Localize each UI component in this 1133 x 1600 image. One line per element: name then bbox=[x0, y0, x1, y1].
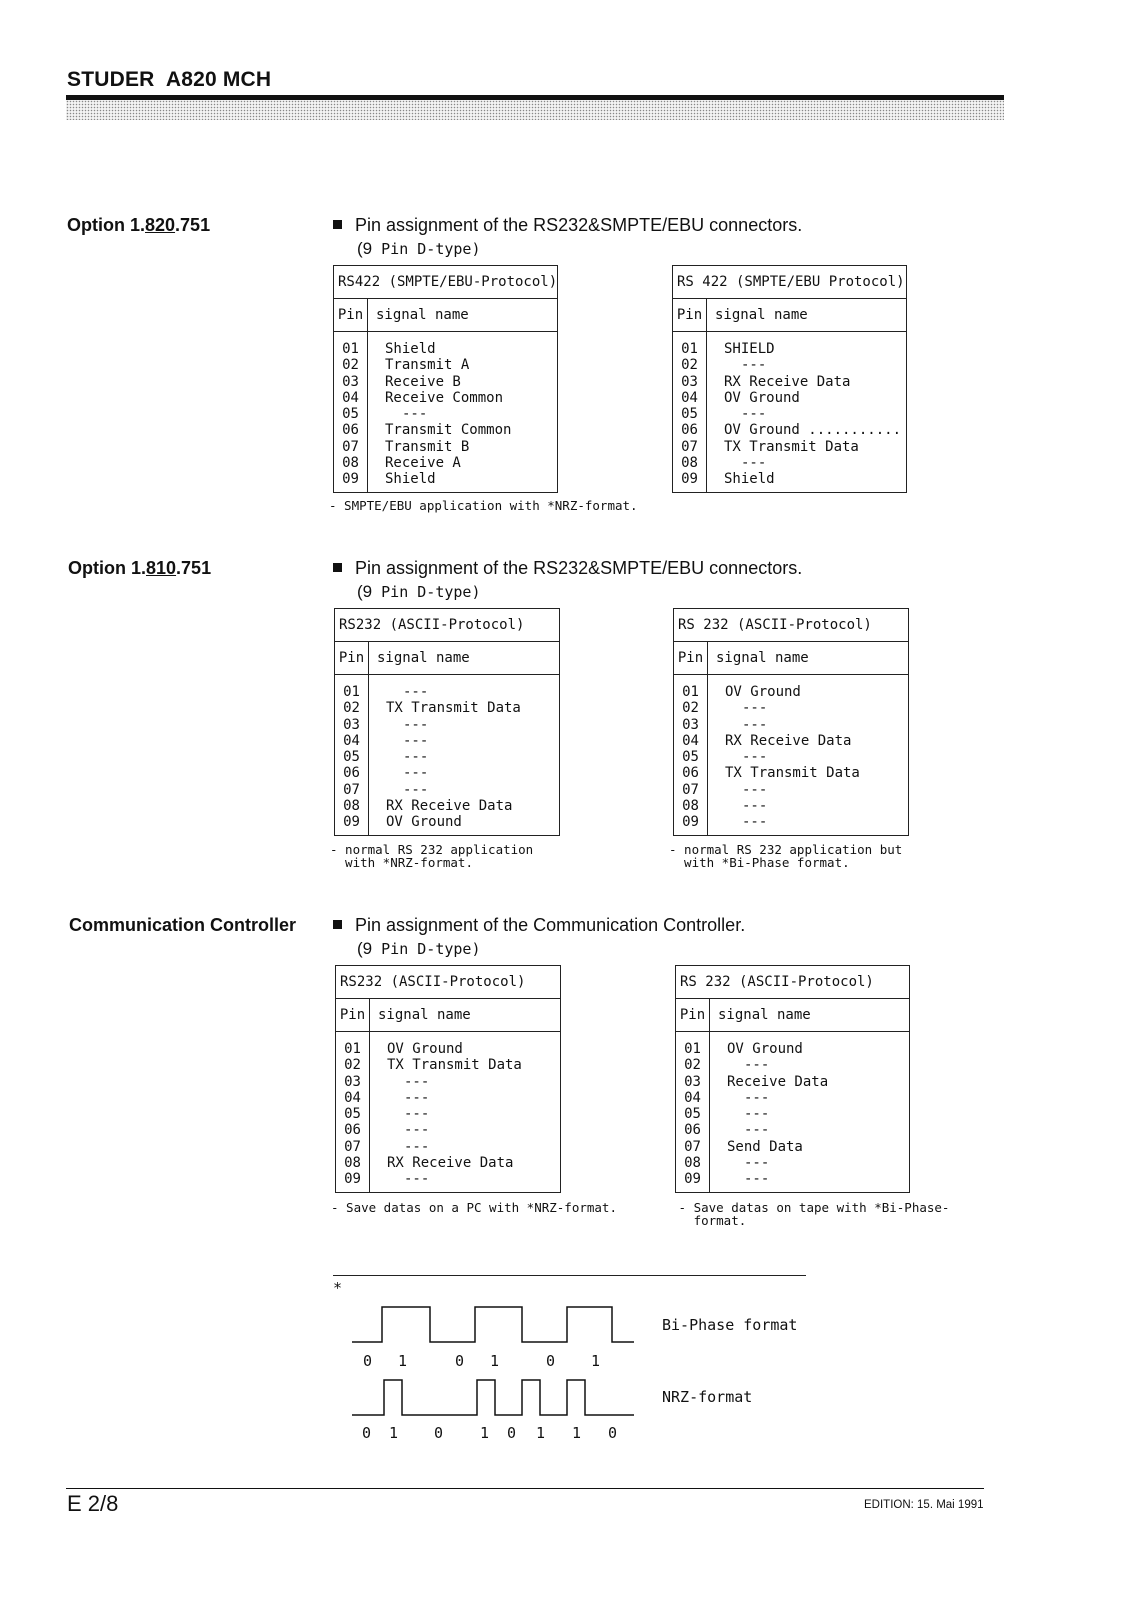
column-header-pin: Pin bbox=[334, 299, 368, 331]
connector-type-text: Pin D-type) bbox=[372, 940, 481, 958]
pin-number: 01 bbox=[342, 341, 359, 357]
pin-number: 06 bbox=[684, 1122, 701, 1139]
signal-name: --- bbox=[744, 1057, 770, 1074]
pin-number: 04 bbox=[684, 1089, 701, 1106]
bullet-icon bbox=[333, 563, 342, 572]
footer-rule bbox=[66, 1488, 984, 1489]
signal-name: TX Transmit Data bbox=[386, 700, 521, 717]
section-heading bbox=[333, 915, 745, 936]
pin-number: 05 bbox=[343, 749, 360, 766]
option-label bbox=[68, 558, 211, 579]
pin-number: 04 bbox=[342, 389, 359, 406]
signal-column bbox=[369, 675, 521, 835]
nrz-bit: 0 bbox=[362, 1424, 372, 1442]
nrz-bit: 0 bbox=[608, 1424, 618, 1442]
signal-name: --- bbox=[403, 749, 429, 766]
table-note: - Save datas on tape with *Bi-Phase- format. bbox=[678, 1200, 950, 1228]
pin-table bbox=[675, 965, 910, 1193]
footnote-star: * bbox=[333, 1279, 343, 1297]
pin-table bbox=[672, 265, 907, 493]
pin-number: 09 bbox=[343, 814, 360, 831]
column-header-signal: signal name bbox=[378, 1007, 471, 1023]
pin-number: 02 bbox=[344, 1057, 361, 1074]
option-underlined: 810 bbox=[146, 558, 177, 578]
connector-type bbox=[357, 939, 481, 959]
column-header-pin: Pin bbox=[335, 642, 369, 674]
pin-number: 03 bbox=[681, 373, 698, 390]
pin-column bbox=[334, 332, 368, 492]
signal-name: Shield bbox=[385, 471, 436, 488]
pin-number: 06 bbox=[682, 765, 699, 782]
table-body bbox=[334, 332, 557, 492]
nrz-bit: 1 bbox=[389, 1424, 399, 1442]
signal-name: RX Receive Data bbox=[387, 1155, 514, 1172]
column-header-pin: Pin bbox=[676, 999, 710, 1031]
pin-table bbox=[335, 965, 561, 1193]
table-note: - SMPTE/EBU application with *NRZ-format. bbox=[329, 498, 638, 513]
connector-type bbox=[357, 239, 481, 259]
pin-number: 06 bbox=[342, 422, 359, 439]
signal-name: --- bbox=[742, 814, 768, 831]
signal-name: OV Ground bbox=[727, 1041, 803, 1057]
table-caption: RS422 (SMPTE/EBU-Protocol) bbox=[334, 266, 557, 299]
table-note: - normal RS 232 application with *NRZ-format. bbox=[330, 842, 534, 870]
pin-number: 05 bbox=[344, 1106, 361, 1123]
signal-name: --- bbox=[744, 1171, 770, 1188]
signal-name: TX Transmit Data bbox=[387, 1057, 522, 1074]
pin-number: 03 bbox=[684, 1073, 701, 1090]
section-heading bbox=[333, 558, 802, 579]
pin-number: 01 bbox=[343, 684, 360, 700]
pin-number: 01 bbox=[344, 1041, 361, 1057]
signal-name: Transmit B bbox=[385, 438, 470, 455]
option-label bbox=[67, 215, 210, 236]
connector-type-prefix: (9 bbox=[357, 939, 373, 958]
pin-number: 05 bbox=[342, 406, 359, 423]
signal-name: --- bbox=[741, 455, 767, 472]
option-prefix: Communication Controller bbox=[69, 915, 297, 935]
column-header-pin: Pin bbox=[673, 299, 707, 331]
header-screen-band bbox=[66, 100, 1004, 120]
heading-text: Pin assignment of the RS232&SMPTE/EBU connectors. bbox=[355, 215, 803, 235]
table-caption: RS232 (ASCII-Protocol) bbox=[335, 609, 559, 642]
pin-number: 05 bbox=[682, 749, 699, 766]
table-header-row bbox=[334, 299, 557, 332]
signal-name: Receive A bbox=[385, 455, 461, 472]
signal-name: OV Ground bbox=[725, 684, 801, 700]
nrz-label: NRZ-format bbox=[662, 1388, 753, 1406]
nrz-bit: 0 bbox=[434, 1424, 444, 1442]
signal-name: TX Transmit Data bbox=[724, 438, 859, 455]
signal-column bbox=[707, 332, 901, 492]
connector-type-text: Pin D-type) bbox=[372, 240, 481, 258]
signal-name: Shield bbox=[724, 471, 775, 488]
pin-number: 04 bbox=[681, 389, 698, 406]
table-caption: RS 232 (ASCII-Protocol) bbox=[674, 609, 908, 642]
table-header-row bbox=[676, 999, 909, 1032]
pin-number: 08 bbox=[342, 455, 359, 472]
table-header-row bbox=[674, 642, 908, 675]
bullet-icon bbox=[333, 920, 342, 929]
pin-number: 05 bbox=[684, 1106, 701, 1123]
table-header-row bbox=[335, 642, 559, 675]
signal-name: RX Receive Data bbox=[725, 732, 852, 749]
bullet-icon bbox=[333, 220, 342, 229]
biphase-label: Bi-Phase format bbox=[662, 1316, 798, 1334]
column-header-pin: Pin bbox=[674, 642, 708, 674]
signal-name: OV Ground ........... bbox=[724, 422, 902, 439]
signal-name: --- bbox=[742, 700, 768, 717]
section-heading bbox=[333, 215, 802, 236]
signal-name: OV Ground bbox=[724, 389, 800, 406]
option-underlined: 820 bbox=[145, 215, 176, 235]
option-prefix: Option 1. bbox=[67, 215, 145, 235]
table-header-row bbox=[673, 299, 906, 332]
pin-number: 08 bbox=[681, 455, 698, 472]
pin-number: 02 bbox=[343, 700, 360, 717]
pin-number: 08 bbox=[682, 798, 699, 815]
connector-type bbox=[357, 582, 481, 602]
pin-number: 02 bbox=[682, 700, 699, 717]
signal-name: Transmit A bbox=[385, 357, 470, 374]
table-note: - normal RS 232 application but with *Bi-Phase format. bbox=[669, 842, 903, 870]
table-body bbox=[674, 675, 908, 835]
pin-column bbox=[336, 1032, 370, 1192]
signal-name: --- bbox=[404, 1122, 430, 1139]
page-number: E 2/8 bbox=[67, 1491, 119, 1516]
pin-number: 03 bbox=[344, 1073, 361, 1090]
signal-name: Shield bbox=[385, 341, 436, 357]
pin-number: 06 bbox=[344, 1122, 361, 1139]
pin-column bbox=[335, 675, 369, 835]
document-title: STUDER A820 MCH bbox=[67, 68, 272, 91]
pin-number: 04 bbox=[344, 1089, 361, 1106]
signal-name: --- bbox=[403, 716, 429, 733]
pin-number: 07 bbox=[682, 781, 699, 798]
biphase-bit: 0 bbox=[546, 1352, 556, 1370]
column-header-pin: Pin bbox=[336, 999, 370, 1031]
biphase-bit: 1 bbox=[398, 1352, 408, 1370]
biphase-waveform bbox=[352, 1307, 634, 1342]
signal-name: --- bbox=[742, 798, 768, 815]
option-label bbox=[69, 915, 296, 936]
pin-column bbox=[674, 675, 708, 835]
pin-number: 09 bbox=[682, 814, 699, 831]
pin-table bbox=[333, 265, 558, 493]
nrz-bit: 0 bbox=[507, 1424, 517, 1442]
column-header-signal: signal name bbox=[716, 650, 809, 666]
biphase-bit: 1 bbox=[591, 1352, 601, 1370]
pin-number: 07 bbox=[343, 781, 360, 798]
signal-name: Send Data bbox=[727, 1138, 803, 1155]
pin-number: 04 bbox=[343, 732, 360, 749]
table-caption: RS 232 (ASCII-Protocol) bbox=[676, 966, 909, 999]
signal-name: --- bbox=[403, 732, 429, 749]
option-suffix: .751 bbox=[175, 215, 211, 235]
footnote-rule bbox=[333, 1275, 806, 1276]
pin-number: 06 bbox=[681, 422, 698, 439]
signal-name: --- bbox=[402, 406, 428, 423]
nrz-waveform bbox=[352, 1380, 634, 1415]
signal-name: --- bbox=[404, 1171, 430, 1188]
pin-number: 02 bbox=[342, 357, 359, 374]
signal-name: RX Receive Data bbox=[386, 798, 513, 815]
pin-number: 03 bbox=[343, 716, 360, 733]
edition-date: EDITION: 15. Mai 1991 bbox=[864, 1499, 984, 1511]
nrz-bit: 1 bbox=[480, 1424, 490, 1442]
pin-number: 04 bbox=[682, 732, 699, 749]
signal-name: SHIELD bbox=[724, 341, 775, 357]
pin-number: 07 bbox=[684, 1138, 701, 1155]
connector-type-prefix: (9 bbox=[357, 582, 373, 601]
pin-number: 03 bbox=[342, 373, 359, 390]
signal-name: OV Ground bbox=[386, 814, 462, 831]
table-header-row bbox=[336, 999, 560, 1032]
signal-name: --- bbox=[403, 684, 429, 700]
signal-name: --- bbox=[742, 716, 768, 733]
signal-name: --- bbox=[404, 1138, 430, 1155]
table-body bbox=[335, 675, 559, 835]
signal-column bbox=[368, 332, 511, 492]
biphase-bit: 1 bbox=[490, 1352, 500, 1370]
pin-table bbox=[334, 608, 560, 836]
signal-name: --- bbox=[744, 1155, 770, 1172]
signal-name: --- bbox=[744, 1106, 770, 1123]
signal-name: Receive Data bbox=[727, 1073, 829, 1090]
table-body bbox=[336, 1032, 560, 1192]
pin-number: 09 bbox=[681, 471, 698, 488]
option-prefix: Option 1. bbox=[68, 558, 146, 578]
option-suffix: .751 bbox=[176, 558, 212, 578]
pin-number: 09 bbox=[342, 471, 359, 488]
pin-number: 01 bbox=[681, 341, 698, 357]
signal-column bbox=[370, 1032, 522, 1192]
signal-name: --- bbox=[744, 1089, 770, 1106]
signal-name: --- bbox=[742, 749, 768, 766]
signal-name: OV Ground bbox=[387, 1041, 463, 1057]
table-caption: RS 422 (SMPTE/EBU Protocol) bbox=[673, 266, 906, 299]
connector-type-text: Pin D-type) bbox=[372, 583, 481, 601]
pin-number: 08 bbox=[684, 1155, 701, 1172]
biphase-bit: 0 bbox=[455, 1352, 465, 1370]
nrz-bit: 1 bbox=[572, 1424, 582, 1442]
signal-name: --- bbox=[404, 1089, 430, 1106]
heading-text: Pin assignment of the Communication Controller. bbox=[355, 915, 746, 935]
pin-number: 02 bbox=[684, 1057, 701, 1074]
biphase-bit: 0 bbox=[363, 1352, 373, 1370]
signal-name: TX Transmit Data bbox=[725, 765, 860, 782]
table-body bbox=[673, 332, 906, 492]
signal-name: --- bbox=[744, 1122, 770, 1139]
table-body bbox=[676, 1032, 909, 1192]
signal-column bbox=[710, 1032, 828, 1192]
signal-name: --- bbox=[404, 1073, 430, 1090]
pin-number: 07 bbox=[681, 438, 698, 455]
signal-column bbox=[708, 675, 860, 835]
signal-name: Receive B bbox=[385, 373, 461, 390]
pin-number: 07 bbox=[344, 1138, 361, 1155]
nrz-bit: 1 bbox=[536, 1424, 546, 1442]
column-header-signal: signal name bbox=[376, 307, 469, 323]
table-note: - Save datas on a PC with *NRZ-format. bbox=[331, 1200, 617, 1215]
pin-table bbox=[673, 608, 909, 836]
signal-name: --- bbox=[403, 765, 429, 782]
signal-name: RX Receive Data bbox=[724, 373, 851, 390]
signal-name: Receive Common bbox=[385, 389, 504, 406]
pin-number: 09 bbox=[684, 1171, 701, 1188]
signal-name: Transmit Common bbox=[385, 422, 512, 439]
pin-number: 01 bbox=[684, 1041, 701, 1057]
pin-column bbox=[673, 332, 707, 492]
pin-number: 09 bbox=[344, 1171, 361, 1188]
connector-type-prefix: (9 bbox=[357, 239, 373, 258]
heading-text: Pin assignment of the RS232&SMPTE/EBU connectors. bbox=[355, 558, 803, 578]
pin-number: 03 bbox=[682, 716, 699, 733]
signal-name: --- bbox=[404, 1106, 430, 1123]
pin-number: 07 bbox=[342, 438, 359, 455]
signal-name: --- bbox=[741, 357, 767, 374]
signal-name: --- bbox=[742, 781, 768, 798]
table-caption: RS232 (ASCII-Protocol) bbox=[336, 966, 560, 999]
pin-number: 05 bbox=[681, 406, 698, 423]
pin-number: 08 bbox=[344, 1155, 361, 1172]
column-header-signal: signal name bbox=[377, 650, 470, 666]
pin-number: 02 bbox=[681, 357, 698, 374]
pin-number: 08 bbox=[343, 798, 360, 815]
pin-column bbox=[676, 1032, 710, 1192]
pin-number: 01 bbox=[682, 684, 699, 700]
signal-name: --- bbox=[403, 781, 429, 798]
pin-number: 06 bbox=[343, 765, 360, 782]
column-header-signal: signal name bbox=[718, 1007, 811, 1023]
signal-name: --- bbox=[741, 406, 767, 423]
column-header-signal: signal name bbox=[715, 307, 808, 323]
